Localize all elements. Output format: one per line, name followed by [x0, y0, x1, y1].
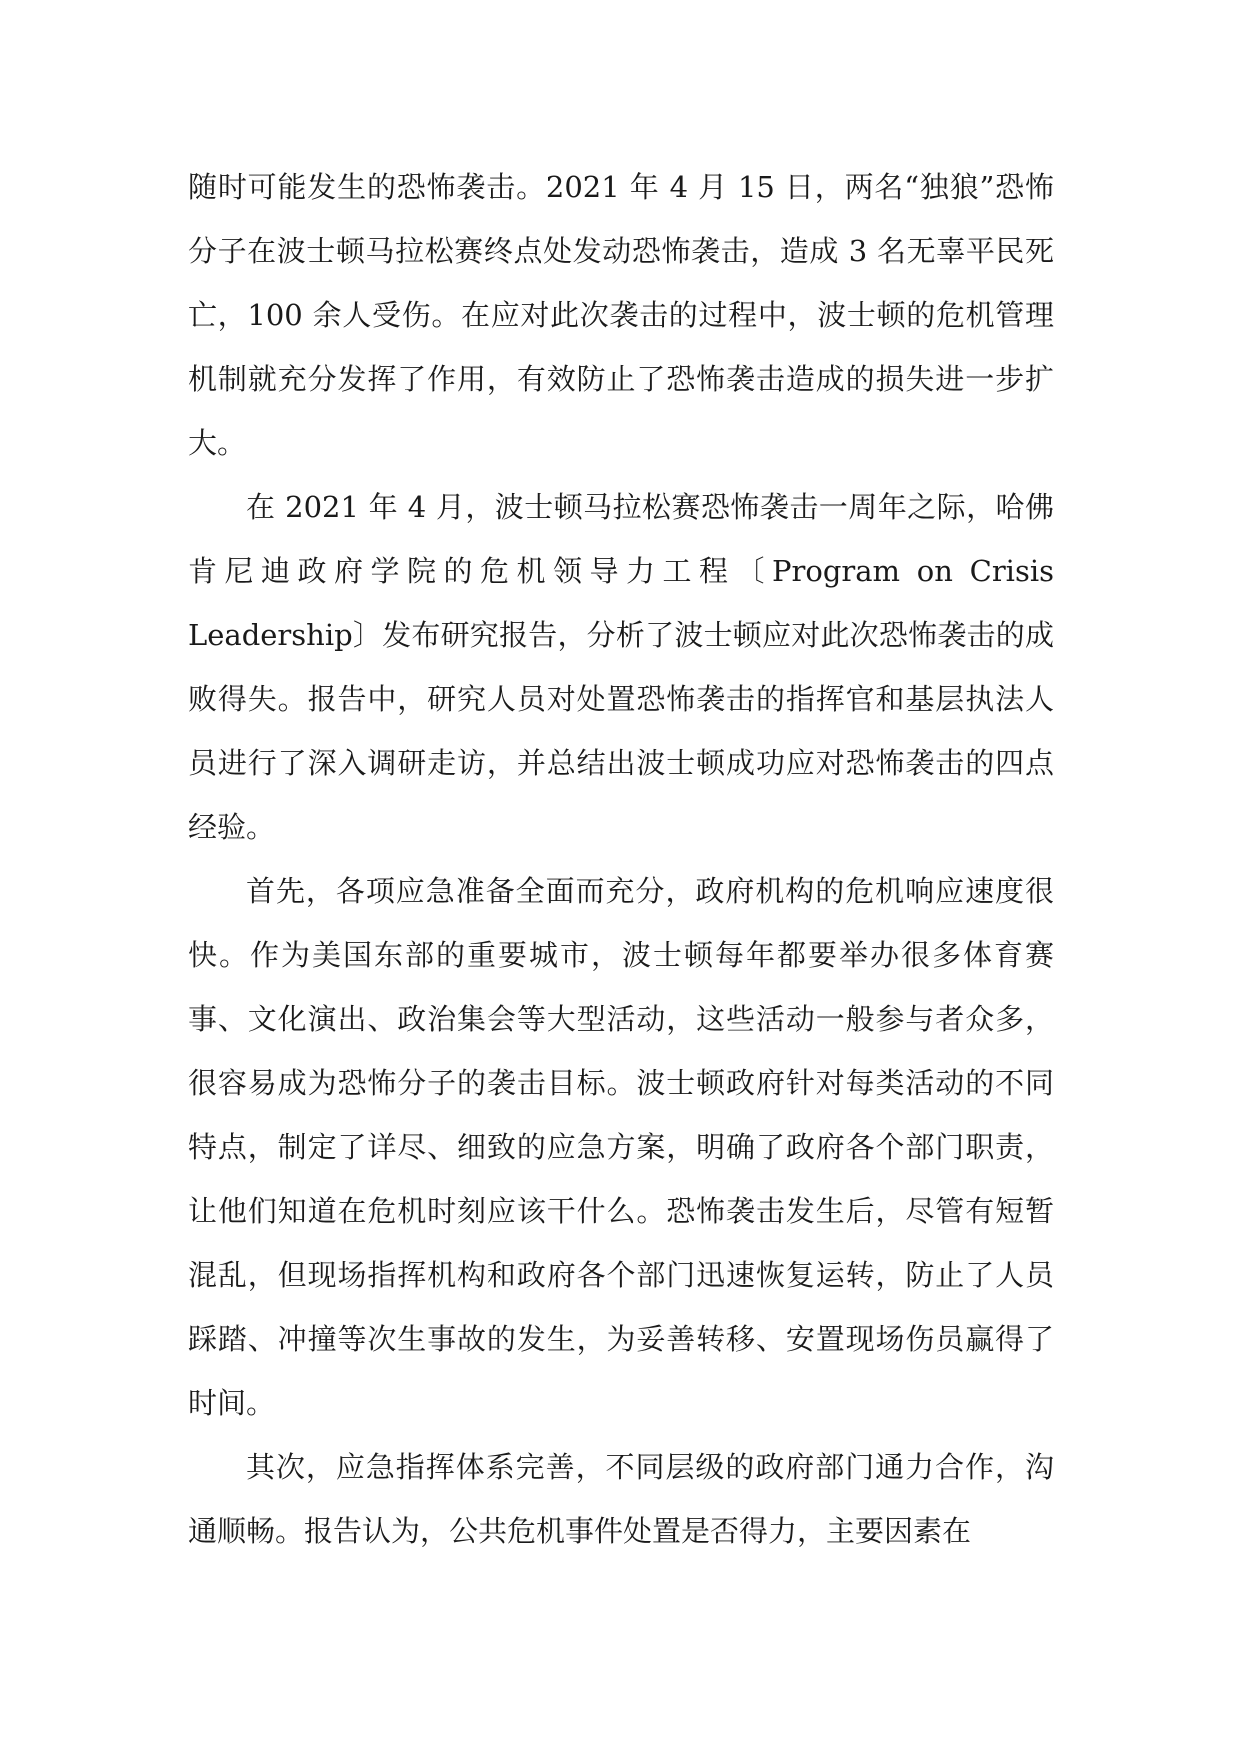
paragraph-continuation: 随时可能发生的恐怖袭击。2021 年 4 月 15 日，两名“独狼”恐怖分子在波士顿马拉松赛终点处发动恐怖袭击，造成 3 名无辜平民死亡，100 余人受伤。在应对此次袭击的过程中，波士顿的危机管理机制就充分发挥了作用，有效防止了恐怖袭击造成的损失进一步扩大。: [188, 170, 1054, 460]
paragraph-first-lesson: 首先，各项应急准备全面而充分，政府机构的危机响应速度很快。作为美国东部的重要城市，波士顿每年都要举办很多体育赛事、文化演出、政治集会等大型活动，这些活动一般参与者众多，很容易成为恐怖分子的袭击目标。波士顿政府针对每类活动的不同特点，制定了详尽、细致的应急方案，明确了政府各个部门职责，让他们知道在危机时刻应该干什么。恐怖袭击发生后，尽管有短暂混乱，但现场指挥机构和政府各个部门迅速恢复运转，防止了人员踩踏、冲撞等次生事故的发生，为妥善转移、安置现场伤员赢得了时间。: [188, 874, 1054, 1420]
body-text: [188, 155, 1054, 1563]
paragraph-second-lesson: 其次，应急指挥体系完善，不同层级的政府部门通力合作，沟通顺畅。报告认为，公共危机事件处置是否得力，主要因素在: [188, 1450, 1054, 1548]
paragraph-report-intro: 在 2021 年 4 月，波士顿马拉松赛恐怖袭击一周年之际，哈佛肯尼迪政府学院的危机领导力工程〔Program on Crisis Leadership〕发布研究报告，分析了波士顿应对此次恐怖袭击的成败得失。报告中，研究人员对处置恐怖袭击的指挥官和基层执法人员进行了深入调研走访，并总结出波士顿成功应对恐怖袭击的四点经验。: [188, 490, 1054, 844]
